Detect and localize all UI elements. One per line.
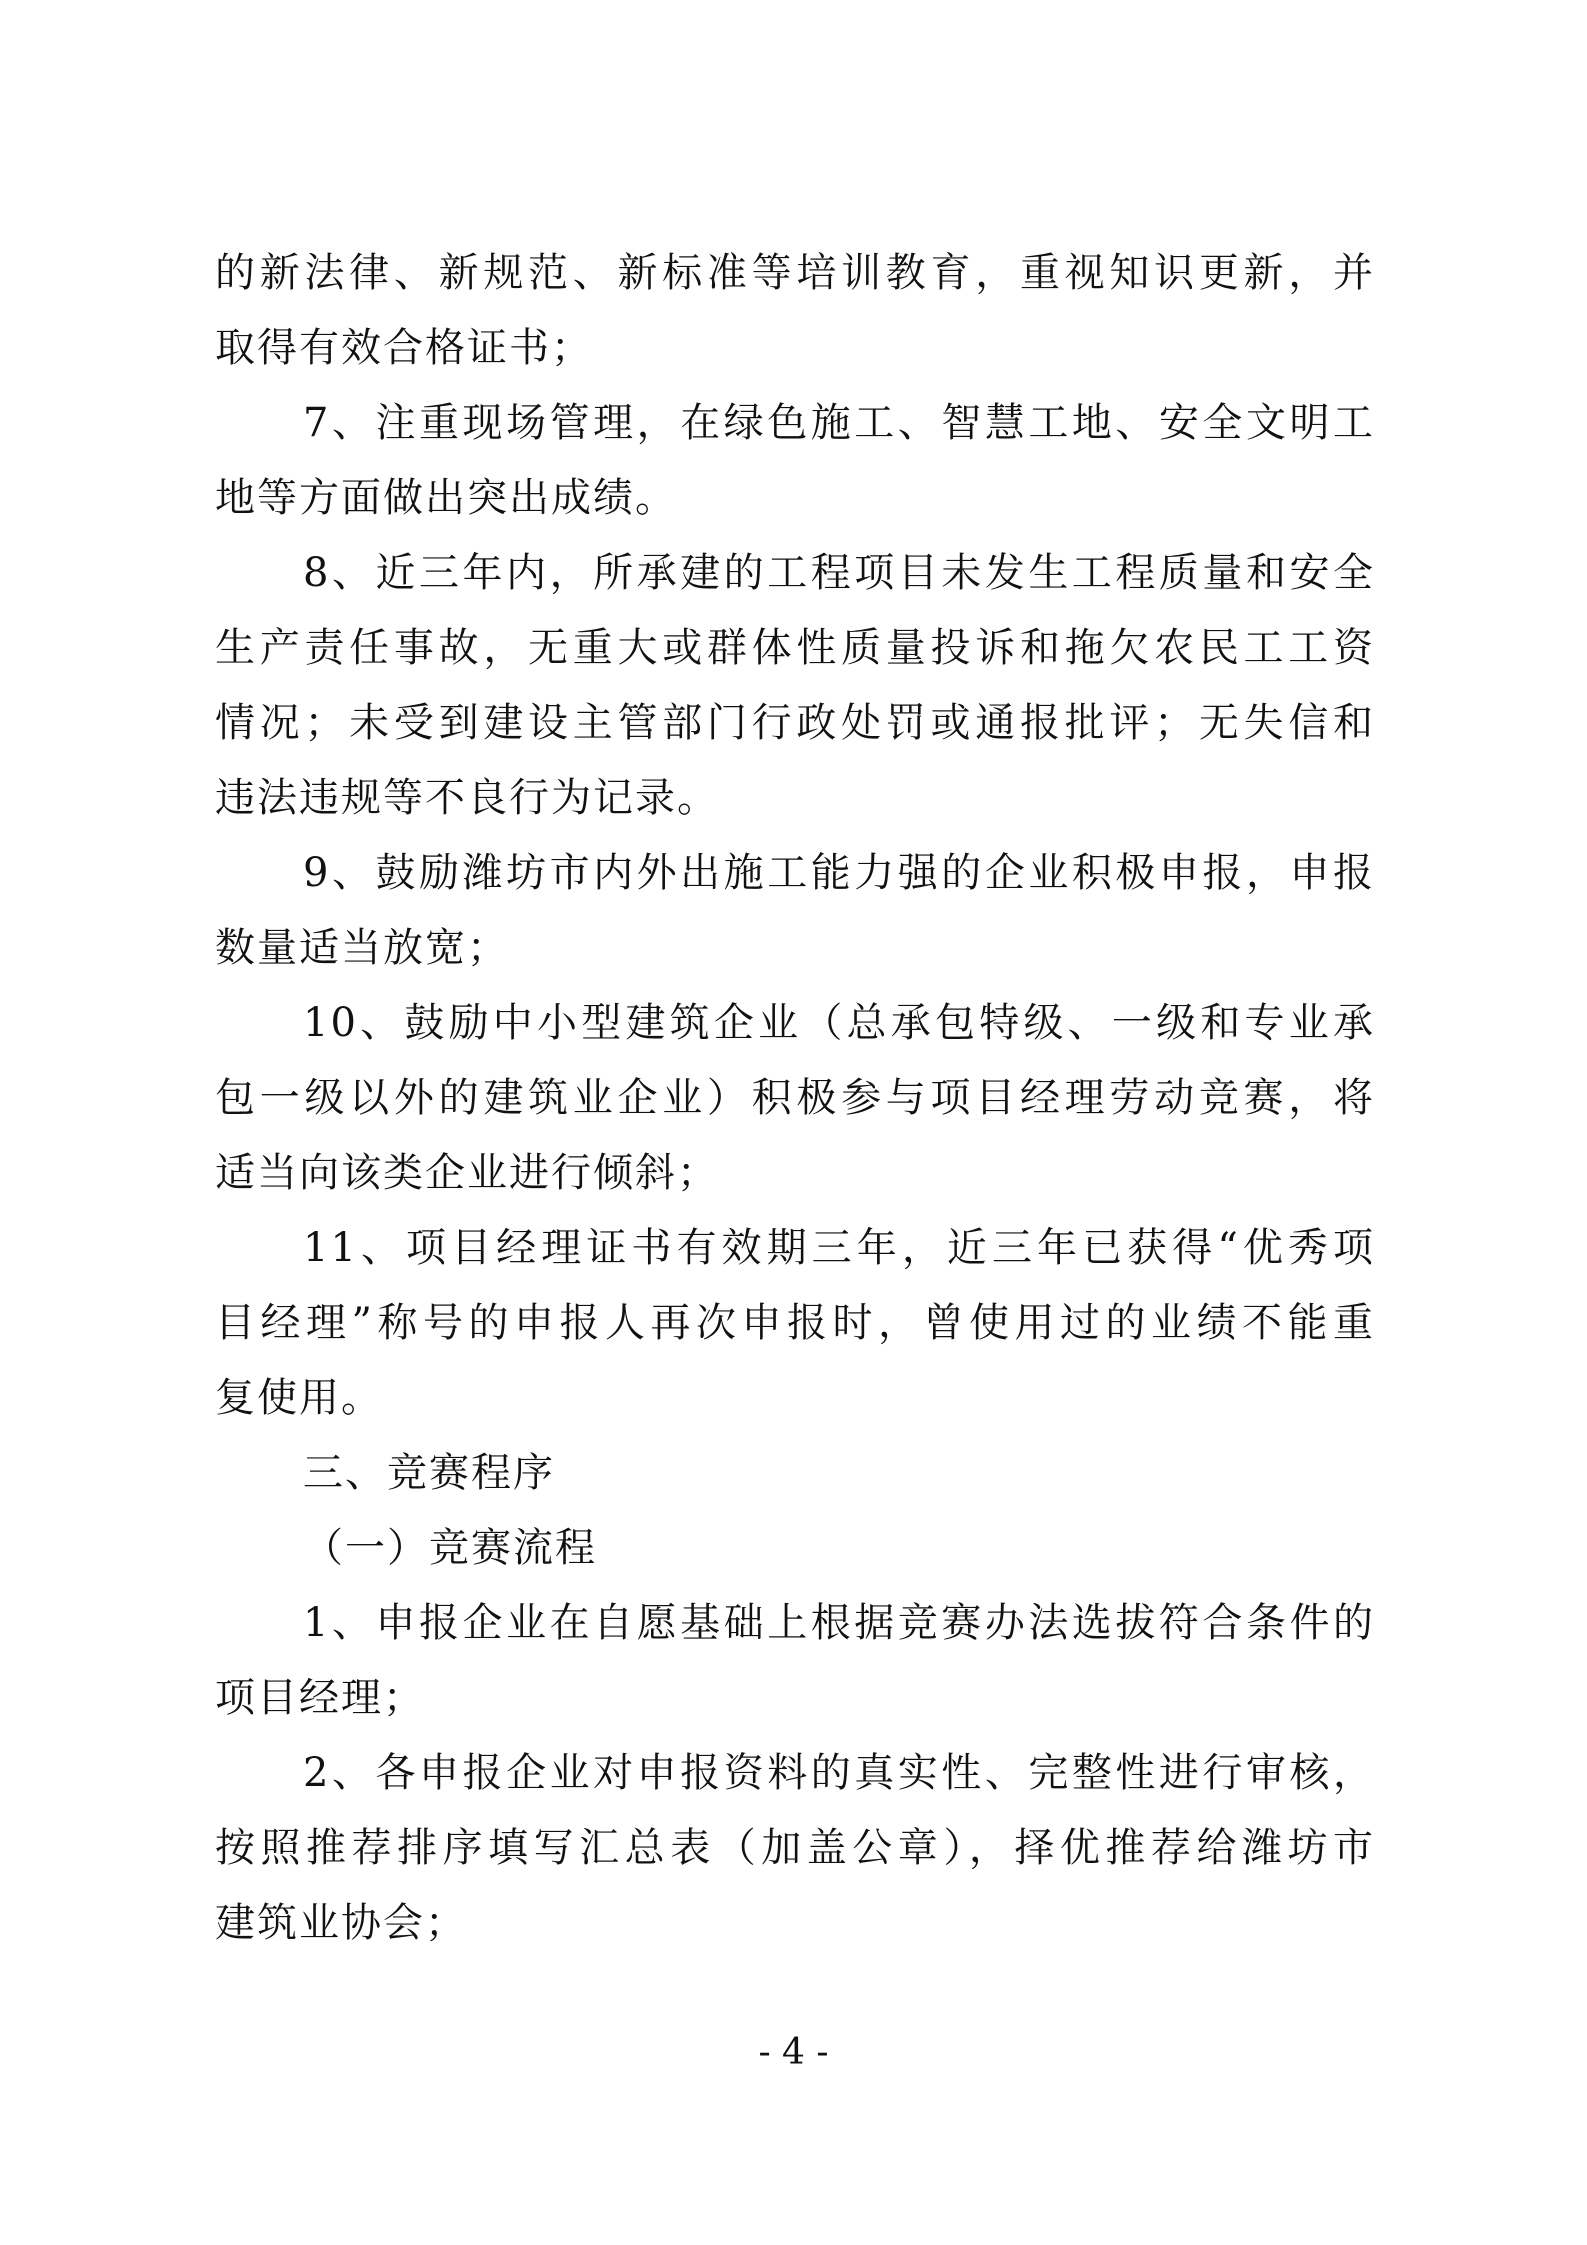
text-line: 按照推荐排序填写汇总表（加盖公章），择优推荐给潍坊市 [215, 1825, 1375, 1871]
text-line: 情况；未受到建设主管部门行政处罚或通报批评；无失信和 [215, 700, 1375, 746]
text-line: 包一级以外的建筑业企业）积极参与项目经理劳动竞赛，将 [215, 1075, 1375, 1121]
text-line: 生产责任事故，无重大或群体性质量投诉和拖欠农民工工资 [215, 625, 1375, 671]
text-line: 项目经理； [215, 1675, 425, 1721]
page-number: - 4 - [758, 2032, 829, 2073]
text-line: 目经理”称号的申报人再次申报时，曾使用过的业绩不能重 [215, 1300, 1375, 1346]
section-heading: 三、竞赛程序 [303, 1450, 555, 1496]
text-line: 违法违规等不良行为记录。 [215, 775, 719, 821]
subsection-heading: （一）竞赛流程 [303, 1525, 597, 1571]
text-line: 2、各申报企业对申报资料的真实性、完整性进行审核， [303, 1750, 1375, 1796]
text-line: 11、项目经理证书有效期三年，近三年已获得“优秀项 [303, 1225, 1375, 1271]
text-line: 的新法律、新规范、新标准等培训教育，重视知识更新，并 [215, 250, 1375, 296]
text-line: 适当向该类企业进行倾斜； [215, 1150, 719, 1196]
text-line: 取得有效合格证书； [215, 325, 593, 371]
text-line: 建筑业协会； [215, 1900, 467, 1946]
document-body [215, 236, 1375, 1961]
text-line: 10、鼓励中小型建筑企业（总承包特级、一级和专业承 [303, 1000, 1375, 1046]
text-line: 数量适当放宽； [215, 925, 509, 971]
text-line: 9、鼓励潍坊市内外出施工能力强的企业积极申报，申报 [303, 850, 1375, 896]
text-line: 地等方面做出突出成绩。 [215, 475, 677, 521]
text-line: 复使用。 [215, 1375, 383, 1421]
text-line: 7、注重现场管理，在绿色施工、智慧工地、安全文明工 [303, 400, 1375, 446]
text-line: 8、近三年内，所承建的工程项目未发生工程质量和安全 [303, 550, 1375, 596]
text-line: 1、申报企业在自愿基础上根据竞赛办法选拔符合条件的 [303, 1600, 1375, 1646]
